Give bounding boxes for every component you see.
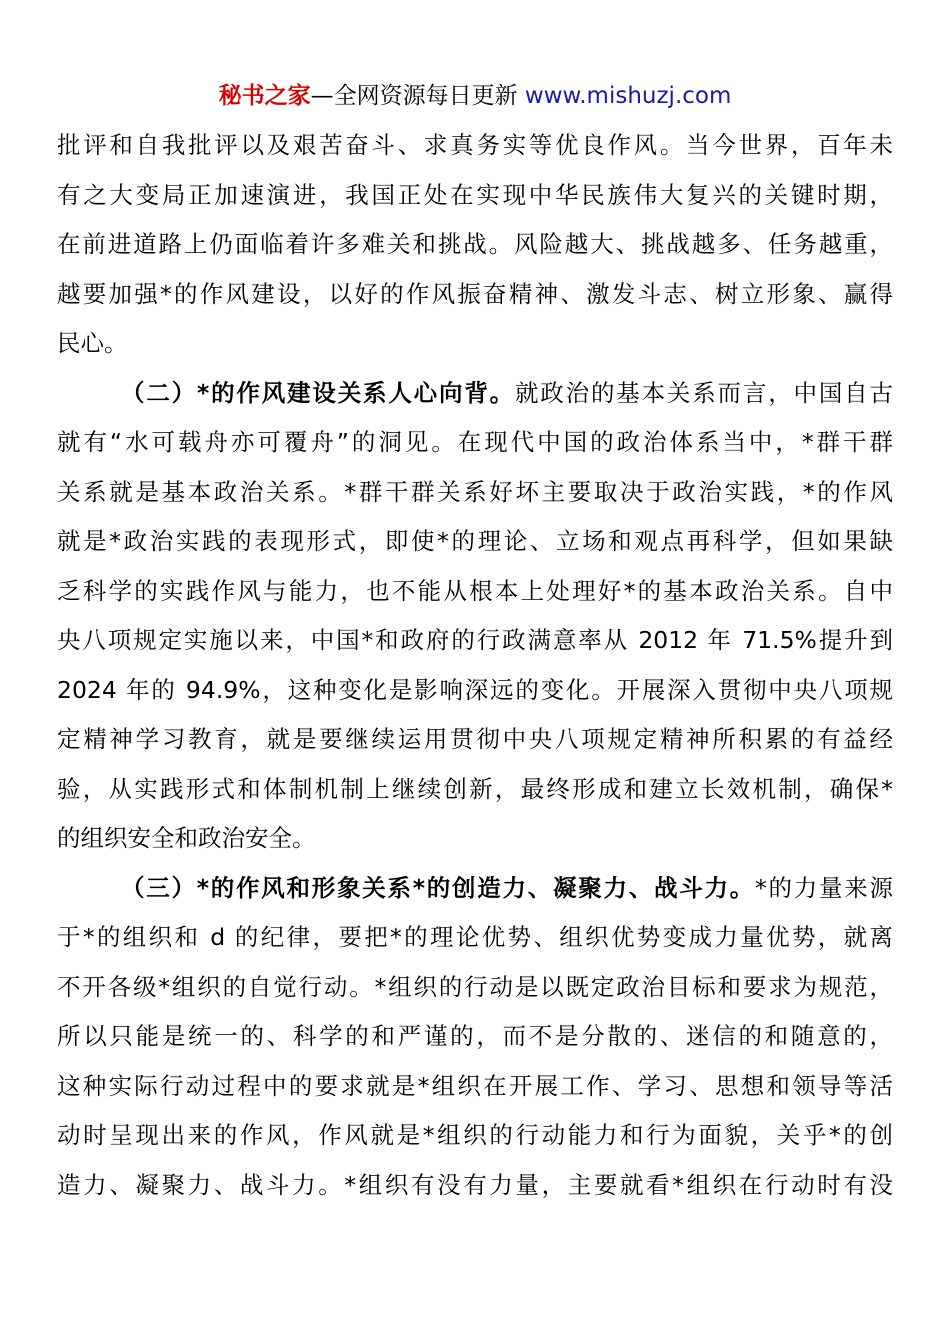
site-header: [0, 80, 950, 112]
text-line: 这种实际行动过程中的要求就是*组织在开展工作、学习、思想和领导等活: [57, 1071, 893, 1100]
text-line: 2024 年的 94.9%，这种变化是影响深远的变化。开展深入贯彻中央八项规: [57, 675, 893, 704]
site-brand: 秘书之家: [218, 83, 311, 109]
text-line: 乏科学的实践作风与能力，也不能从根本上处理好*的基本政治关系。自中: [57, 576, 893, 605]
text-line: 造力、凝聚力、战斗力。*组织有没有力量，主要就看*组织在行动时有没: [57, 1170, 893, 1199]
text-line: 的组织安全和政治安全。: [57, 824, 316, 852]
paragraph-1: [57, 121, 893, 369]
text-line: 越要加强*的作风建设，以好的作风振奋精神、激发斗志、树立形象、赢得: [57, 279, 893, 308]
text-run: *的力量来源: [755, 873, 894, 902]
text-line: 关系就是基本政治关系。*群干群关系好坏主要取决于政治实践，*的作风: [57, 477, 893, 506]
paragraph-2: [57, 369, 893, 864]
section-heading-2: （二）*的作风建设关系人心向背。: [121, 378, 515, 407]
site-url-link[interactable]: www.mishuzj.com: [524, 83, 732, 109]
paragraph-first-line: [57, 369, 893, 419]
text-line: 有之大变局正加速演进，我国正处在实现中华民族伟大复兴的关键时期，: [57, 180, 893, 209]
text-line: 在前进道路上仍面临着许多难关和挑战。风险越大、挑战越多、任务越重，: [57, 230, 893, 258]
site-tagline: —全网资源每日更新: [310, 83, 518, 109]
text-line: 于*的组织和 d 的纪律，要把*的理论优势、组织优势变成力量优势，就离: [57, 923, 893, 951]
text-line: 定精神学习教育，就是要继续运用贯彻中央八项规定精神所积累的有益经: [57, 725, 893, 753]
text-line: 不开各级*组织的自觉行动。*组织的行动是以既定政治目标和要求为规范，: [57, 972, 893, 1001]
text-line: 民心。: [57, 329, 128, 357]
text-line: 所以只能是统一的、科学的和严谨的，而不是分散的、迷信的和随意的，: [57, 1022, 893, 1050]
text-line: 就有“水可载舟亦可覆舟”的洞见。在现代中国的政治体系当中，*群干群: [57, 428, 893, 456]
paragraph-first-line: [57, 864, 893, 914]
text-line: 验，从实践形式和体制机制上继续创新，最终形成和建立长效机制，确保*: [57, 774, 893, 803]
text-run: 就政治的基本关系而言，中国自古: [514, 378, 893, 407]
section-heading-3: （三）*的作风和形象关系*的创造力、凝聚力、战斗力。: [121, 873, 756, 902]
paragraph-3: [57, 864, 893, 1211]
text-line: 批评和自我批评以及艰苦奋斗、求真务实等优良作风。当今世界，百年未: [57, 131, 893, 159]
text-line: 央八项规定实施以来，中国*和政府的行政满意率从 2012 年 71.5%提升到: [57, 626, 893, 654]
text-line: 就是*政治实践的表现形式，即使*的理论、立场和观点再科学，但如果缺: [57, 527, 893, 555]
document-body: [57, 121, 893, 1210]
text-line: 动时呈现出来的作风，作风就是*组织的行动能力和行为面貌，关乎*的创: [57, 1121, 893, 1149]
